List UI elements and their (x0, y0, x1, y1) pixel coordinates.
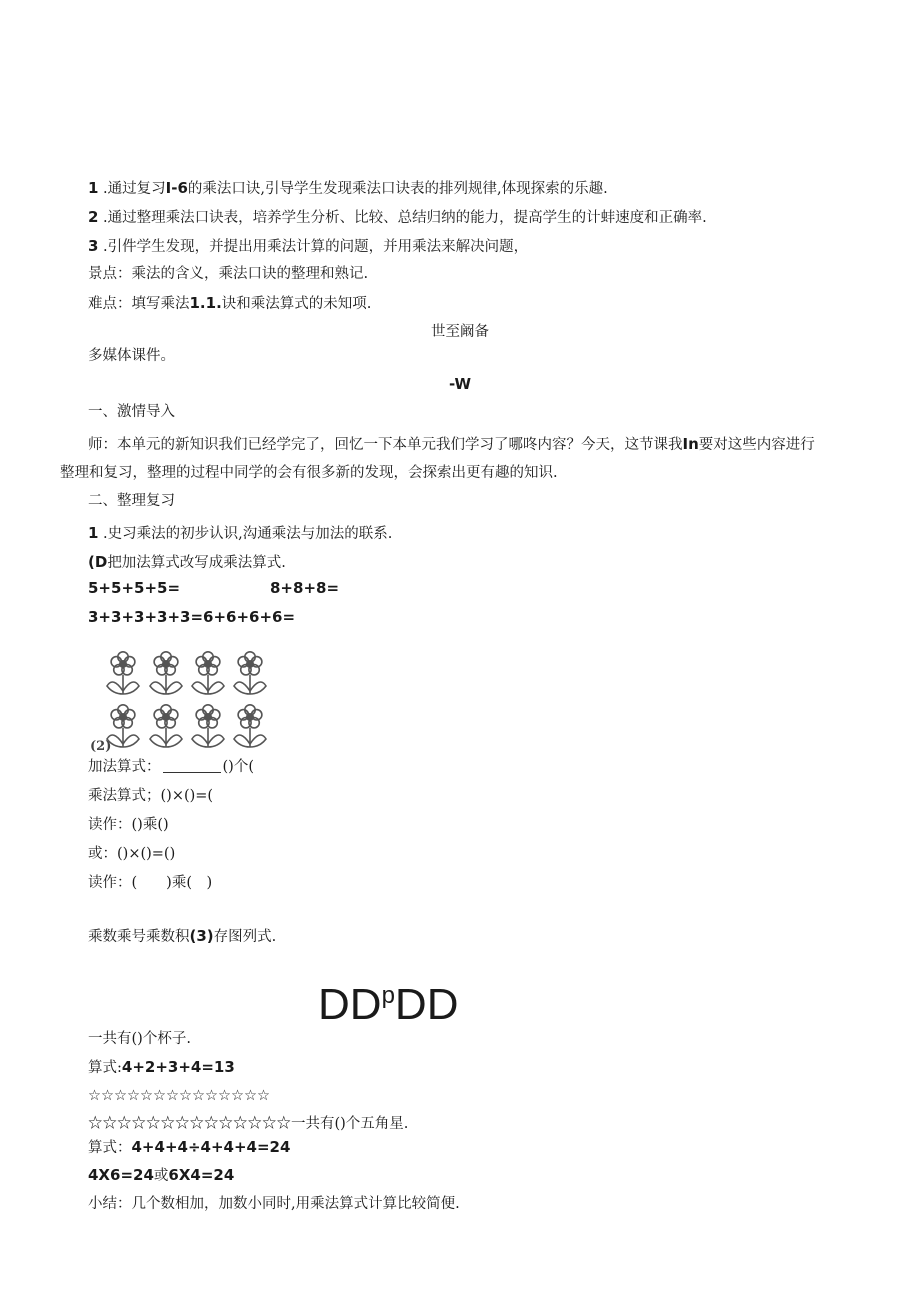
objective-3-num: 3 (88, 237, 99, 255)
prep-heading: 世至阚备 (431, 324, 489, 340)
equation-1a: 5+5+5+5= (88, 579, 181, 597)
flower-icon (234, 652, 266, 694)
objective-1-post: 的乘法口诀,引导学生发现乘法口诀表的排列规律,体现探索的乐趣. (187, 181, 608, 197)
addition-line (88, 757, 254, 777)
objective-2 (88, 207, 707, 228)
flower-icon (192, 652, 224, 694)
stars-row-2: ☆☆☆☆☆☆☆☆☆☆☆☆☆☆一共有()个五角星. (88, 1116, 409, 1132)
teacher-line-2: 整理和复习，整理的过程中同学的会有很多新的发现，会探索出更有趣的知识. (60, 465, 558, 481)
read-line-1: 读作：()乘() (88, 817, 169, 833)
item-1 (88, 523, 392, 544)
step-1 (88, 552, 286, 573)
addition-rest: ()个( (222, 759, 254, 775)
cups-illustration (318, 970, 458, 1031)
answer-blank (163, 758, 221, 773)
terms-line (88, 926, 276, 947)
step-1-highlight: (D (88, 553, 108, 571)
objective-1 (88, 178, 608, 199)
process-heading: -W (448, 375, 472, 393)
terms-highlight: (3) (189, 927, 214, 945)
difficulty-post: 诀和乘法算式的未知项. (221, 296, 372, 312)
formula-3 (88, 1165, 234, 1186)
flower-icon (234, 705, 266, 747)
teacher-line-1-highlight: In (682, 435, 699, 453)
multiplication-line: 乘法算式；()×()=( (88, 788, 214, 804)
formula-2-expression: 4+4+4÷4+4+4=24 (131, 1138, 291, 1156)
cups-group-a: DD (318, 980, 382, 1029)
flower-icon (107, 705, 139, 747)
teacher-line-1 (88, 434, 815, 455)
formula-1-pre: 算式: (88, 1060, 122, 1076)
objective-1-num: 1 (88, 179, 99, 197)
step-1-text: 把加法算式改写成乘法算式. (107, 555, 286, 571)
flower-icon (150, 652, 182, 694)
flower-icon (150, 705, 182, 747)
teacher-line-1-pre: 师：本单元的新知识我们已经学完了，回忆一下本单元我们学习了哪咚内容？今天，这节课我 (88, 437, 683, 453)
objective-1-pre: .通过复习 (103, 181, 166, 197)
formula-2-pre: 算式： (88, 1140, 132, 1156)
item-1-text: .史习乘法的初步认识,沟通乘法与加法的联系. (103, 526, 393, 542)
item-1-num: 1 (88, 524, 99, 542)
objective-2-num: 2 (88, 208, 99, 226)
flowers-illustration (88, 648, 278, 756)
flower-label: (2) (90, 739, 112, 754)
objective-3-text: .引件学生发现，并提出用乘法计算的问题，并用乘法来解决问题， (103, 239, 529, 255)
objective-3 (88, 236, 528, 257)
section-2-heading: 二、整理复习 (88, 493, 175, 509)
flower-icon (107, 652, 139, 694)
read-line-2: 读作：( )乘( ) (88, 875, 213, 891)
equation-2: 3+3+3+3+3=6+6+6+6= (88, 608, 296, 626)
summary: 小结：几个数相加，加数小同时,用乘法算式计算比较简便. (88, 1196, 460, 1212)
equation-1b: 8+8+8= (270, 579, 340, 597)
addition-label: 加法算式： (88, 759, 161, 775)
section-1-heading: 一、激情导入 (88, 404, 175, 420)
formula-3-or: 或 (153, 1168, 169, 1184)
flower-icon (192, 705, 224, 747)
objective-2-text: .通过整理乘法口诀表，培养学生分析、比较、总结归纳的能力，提高学生的计蚌速度和正确率. (103, 210, 707, 226)
formula-1 (88, 1057, 235, 1078)
terms-post: 存图列式. (213, 929, 277, 945)
difficulty (88, 293, 371, 314)
cups-text: 一共有()个杯子. (88, 1031, 191, 1047)
difficulty-highlight: 1.1. (189, 294, 222, 312)
terms-pre: 乘数乘号乘数积 (88, 929, 190, 945)
objective-1-highlight: I-6 (165, 179, 188, 197)
formula-3-a: 4X6=24 (88, 1166, 154, 1184)
formula-1-expression: 4+2+3+4=13 (121, 1058, 235, 1076)
cups-sup: p (381, 982, 395, 1009)
formula-2 (88, 1137, 290, 1158)
formula-3-b: 6X4=24 (168, 1166, 235, 1184)
cups-group-b: DD (394, 980, 459, 1029)
stars-row-1: ☆☆☆☆☆☆☆☆☆☆☆☆☆☆ (88, 1088, 270, 1104)
or-line: 或：()×()=() (88, 846, 176, 862)
difficulty-pre: 难点：填写乘法 (88, 296, 190, 312)
prep-text: 多媒体课件。 (88, 348, 175, 364)
key-point: 景点：乘法的含义，乘法口诀的整理和熟记. (88, 266, 369, 282)
teacher-line-1-post: 要对这些内容进行 (698, 437, 815, 453)
